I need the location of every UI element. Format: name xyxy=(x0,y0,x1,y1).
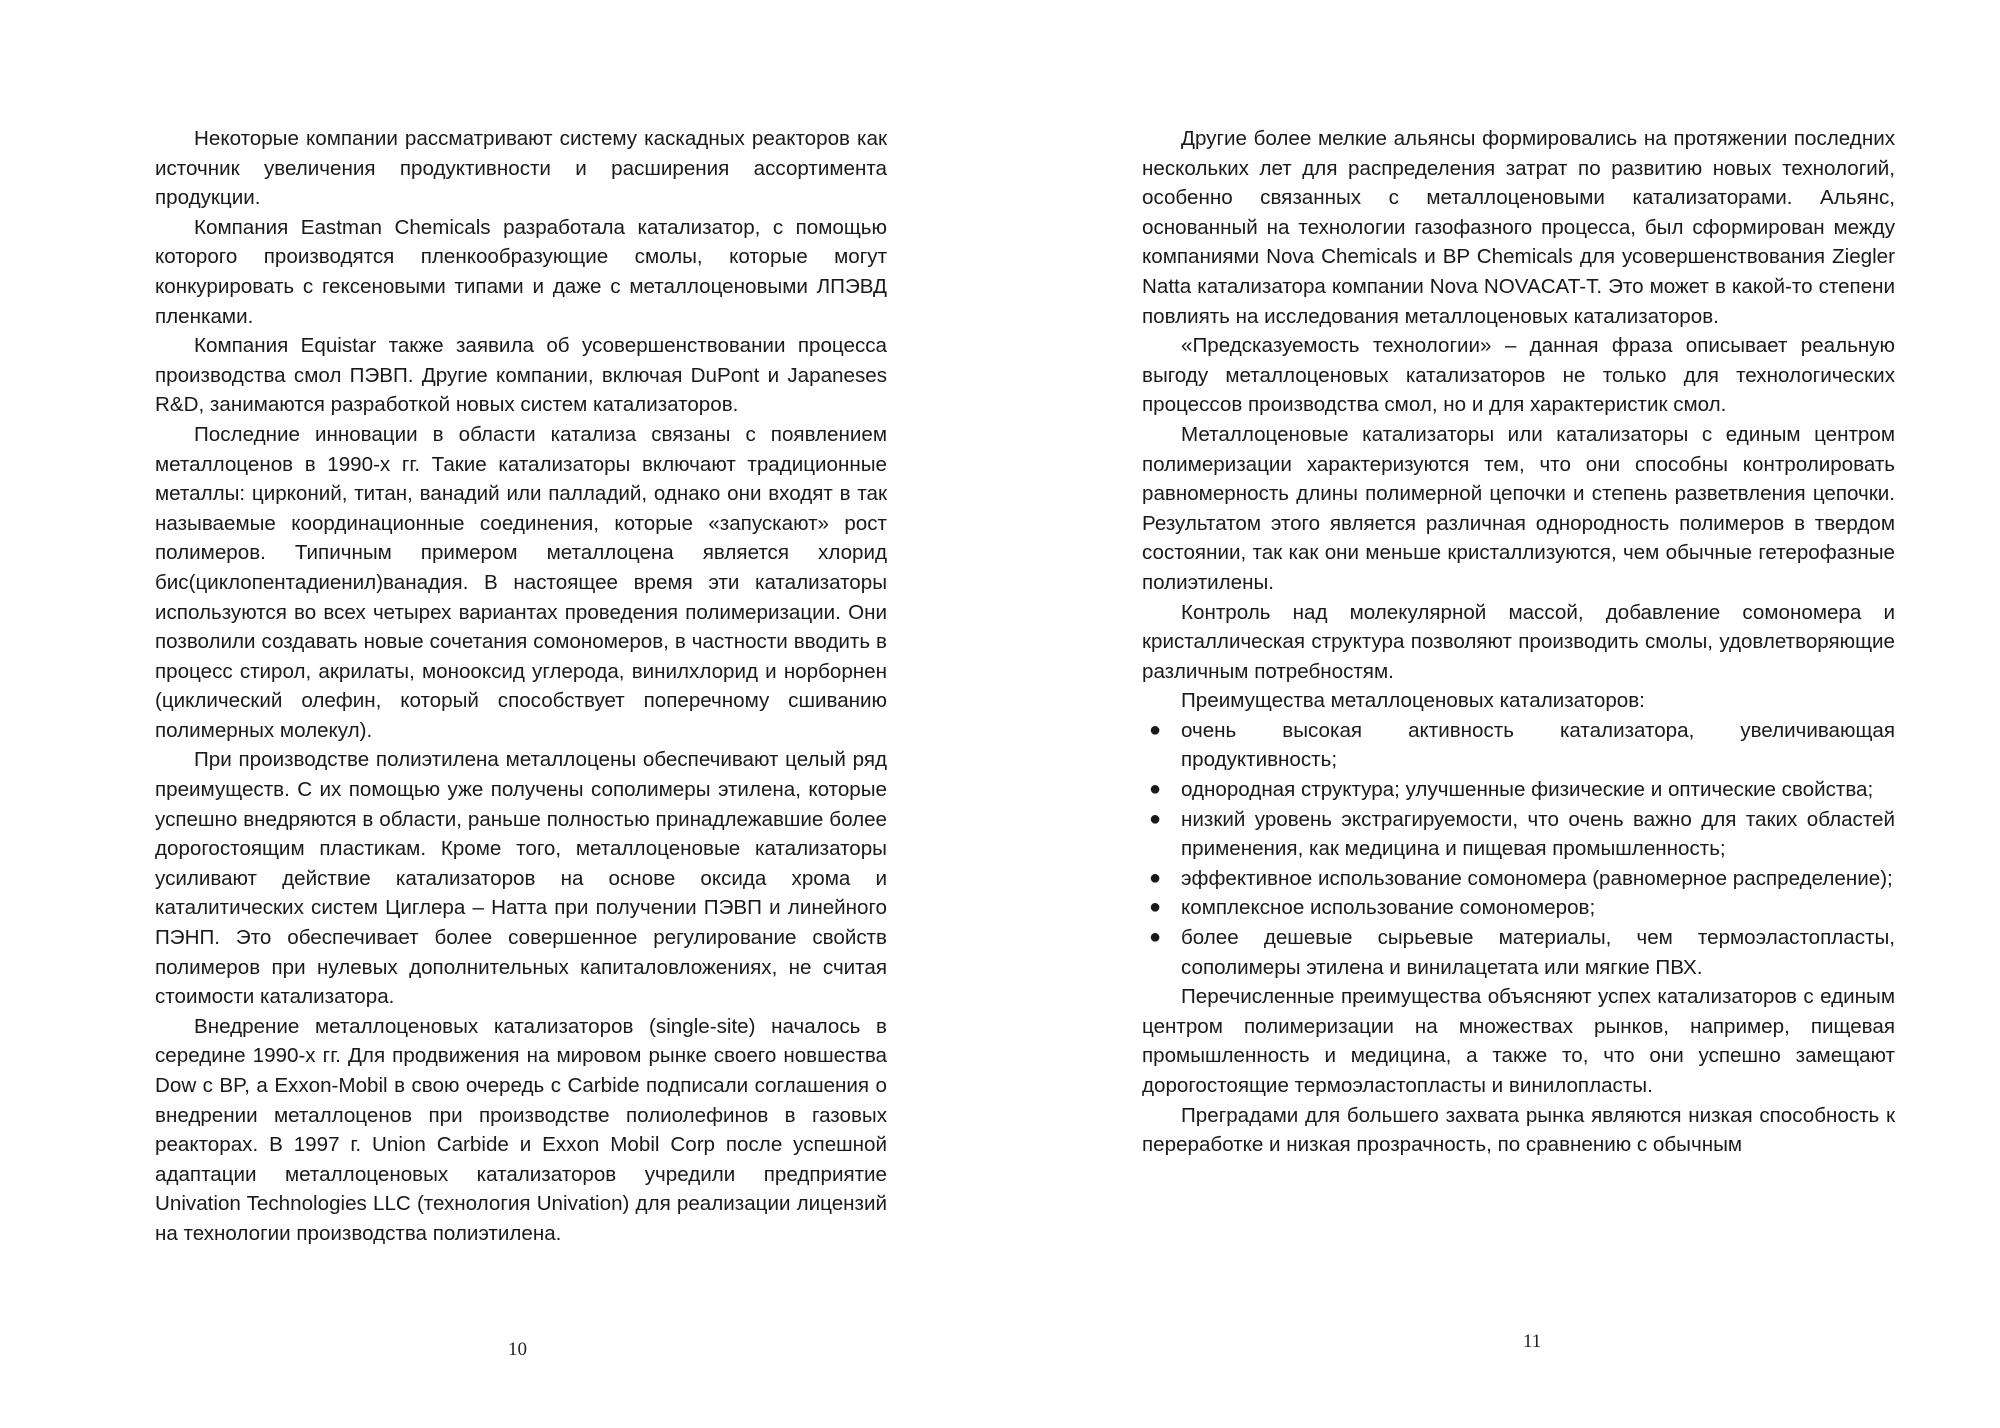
bullet-icon: ● xyxy=(1149,896,1162,919)
page-number-right: 11 xyxy=(1523,1331,1542,1352)
paragraph: Преградами для большего захвата рынка являются низкая способность к переработке и низкая прозрачность, по сравнению с обычным xyxy=(1142,1103,1895,1157)
list-item xyxy=(1142,805,1895,864)
paragraph: «Предсказуемость технологии» – данная фраза описывает реальную выгоду металлоценовых катализаторов не только для технологических процессов производства смол, но и для характеристик смол. xyxy=(1142,334,1895,417)
paragraph: При производстве полиэтилена металлоцены обеспечивают целый ряд преимуществ. С их помощью уже получены сополимеры этилена, которые успешно внедряются в области, раньше полностью принадлежавшие более дорогостоящим пластикам. Кроме того, металлоценовые катализаторы усиливают действие катализаторов на основе оксида хрома и каталитических систем Циглера – Натта при получении ПЭВП и линейного ПЭНП. Это обеспечивает более совершенное регулирование свойств полимеров при нулевых дополнительных капиталовложениях, не считая стоимости катализатора. xyxy=(155,748,887,1009)
paragraph: Контроль над молекулярной массой, добавление сомономера и кристаллическая структура позволяют производить смолы, удовлетворяющие различным потребностям. xyxy=(1142,600,1895,683)
right-page-text-column xyxy=(1142,124,1895,1160)
list-item xyxy=(1142,775,1895,805)
advantages-list xyxy=(1142,716,1895,982)
bullet-icon: ● xyxy=(1149,866,1162,889)
bullet-icon: ● xyxy=(1149,926,1162,949)
list-item-text: комплексное использование сомономеров; xyxy=(1181,896,1596,920)
list-item-text: очень высокая активность катализатора, увеличивающая продуктивность; xyxy=(1181,718,1895,772)
list-item-text: низкий уровень экстрагируемости, что очень важно для таких областей применения, как медицина и пищевая промышленность; xyxy=(1181,807,1895,861)
bullet-icon: ● xyxy=(1149,718,1162,741)
list-item xyxy=(1142,864,1895,894)
right-page xyxy=(1000,0,2000,1428)
paragraph: Компания Eastman Chemicals разработала катализатор, с помощью которого производятся пленкообразующие смолы, которые могут конкурировать с гексеновыми типами и даже с металлоценовыми ЛПЭВД пленками. xyxy=(155,215,887,328)
left-page-text-column xyxy=(155,124,887,1249)
list-item-text: эффективное использование сомономера (равномерное распределение); xyxy=(1181,866,1893,890)
paragraph: Некоторые компании рассматривают систему каскадных реакторов как источник увеличения продуктивности и расширения ассортимента продукции. xyxy=(155,127,887,210)
list-heading: Преимущества металлоценовых катализаторов: xyxy=(1181,689,1645,713)
list-item-text: более дешевые сырьевые материалы, чем термоэластопласты, сополимеры этилена и винилацетата или мягкие ПВХ. xyxy=(1181,926,1895,979)
paragraph: Компания Equistar также заявила об усовершенствовании процесса производства смол ПЭВП. Другие компании, включая DuPont и Japaneses R&D, занимаются разработкой новых систем катализаторов. xyxy=(155,334,887,417)
paragraph: Перечисленные преимущества объясняют успех катализаторов с единым центром полимеризации на множествах рынков, например, пищевая промышленность и медицина, а также то, что они успешно замещают дорогостоящие термоэластопласты и винилопласты. xyxy=(1142,985,1895,1097)
bullet-icon: ● xyxy=(1149,778,1162,801)
paragraph: Внедрение металлоценовых катализаторов (single-site) началось в середине 1990-х гг. Для продвижения на мировом рынке своего новшества Dow с BP, а Exxon-Mobil в свою очередь с Carbide подписали соглашения о внедрении металлоценов при производстве полиолефинов в газовых реакторах. В 1997 г. Union Carbide и Exxon Mobil Corp после успешной адаптации металлоценовых катализаторов учредили предприятие Univation Technologies LLC (технология Univation) для реализации лицензий на технологии производства полиэтилена. xyxy=(155,1014,887,1245)
list-item xyxy=(1142,923,1895,982)
bullet-icon: ● xyxy=(1149,807,1162,830)
page-number-left: 10 xyxy=(508,1339,527,1360)
paragraph: Последние инновации в области катализа связаны с появлением металлоценов в 1990-х гг. Такие катализаторы включают традиционные металлы: цирконий, титан, ванадий или палладий, однако они входят в так называемые координационные соединения, которые «запускают» рост полимеров. Типичным примером металлоцена является хлорид бис(циклопентадиенил)ванадия. В настоящее время эти катализаторы используются во всех четырех вариантах проведения полимеризации. Они позволили создавать новые сочетания сомономеров, в частности вводить в процесс стирол, акрилаты, монооксид углерода, винилхлорид и норборнен (циклический олефин, который способствует поперечному сшиванию полимерных молекул). xyxy=(155,422,887,742)
list-item xyxy=(1142,716,1895,775)
list-item xyxy=(1142,893,1895,923)
paragraph: Другие более мелкие альянсы формировались на протяжении последних нескольких лет для распределения затрат по развитию новых технологий, особенно связанных с металлоценовыми катализаторами. Альянс, основанный на технологии газофазного процесса, был сформирован между компаниями Nova Chemicals и BP Chemicals для усовершенствования Ziegler Natta катализатора компании Nova NOVACAT-T. Это может в какой-то степени повлиять на исследования металлоценовых катализаторов. xyxy=(1142,127,1895,328)
list-item-text: однородная структура; улучшенные физические и оптические свойства; xyxy=(1181,778,1874,802)
paragraph: Металлоценовые катализаторы или катализаторы с единым центром полимеризации характеризуются тем, что они способны контролировать равномерность длины полимерной цепочки и степень разветвления цепочки. Результатом этого является различная однородность полимеров в твердом состоянии, так как они меньше кристаллизуются, чем обычные гетерофазные полиэтилены. xyxy=(1142,422,1895,594)
